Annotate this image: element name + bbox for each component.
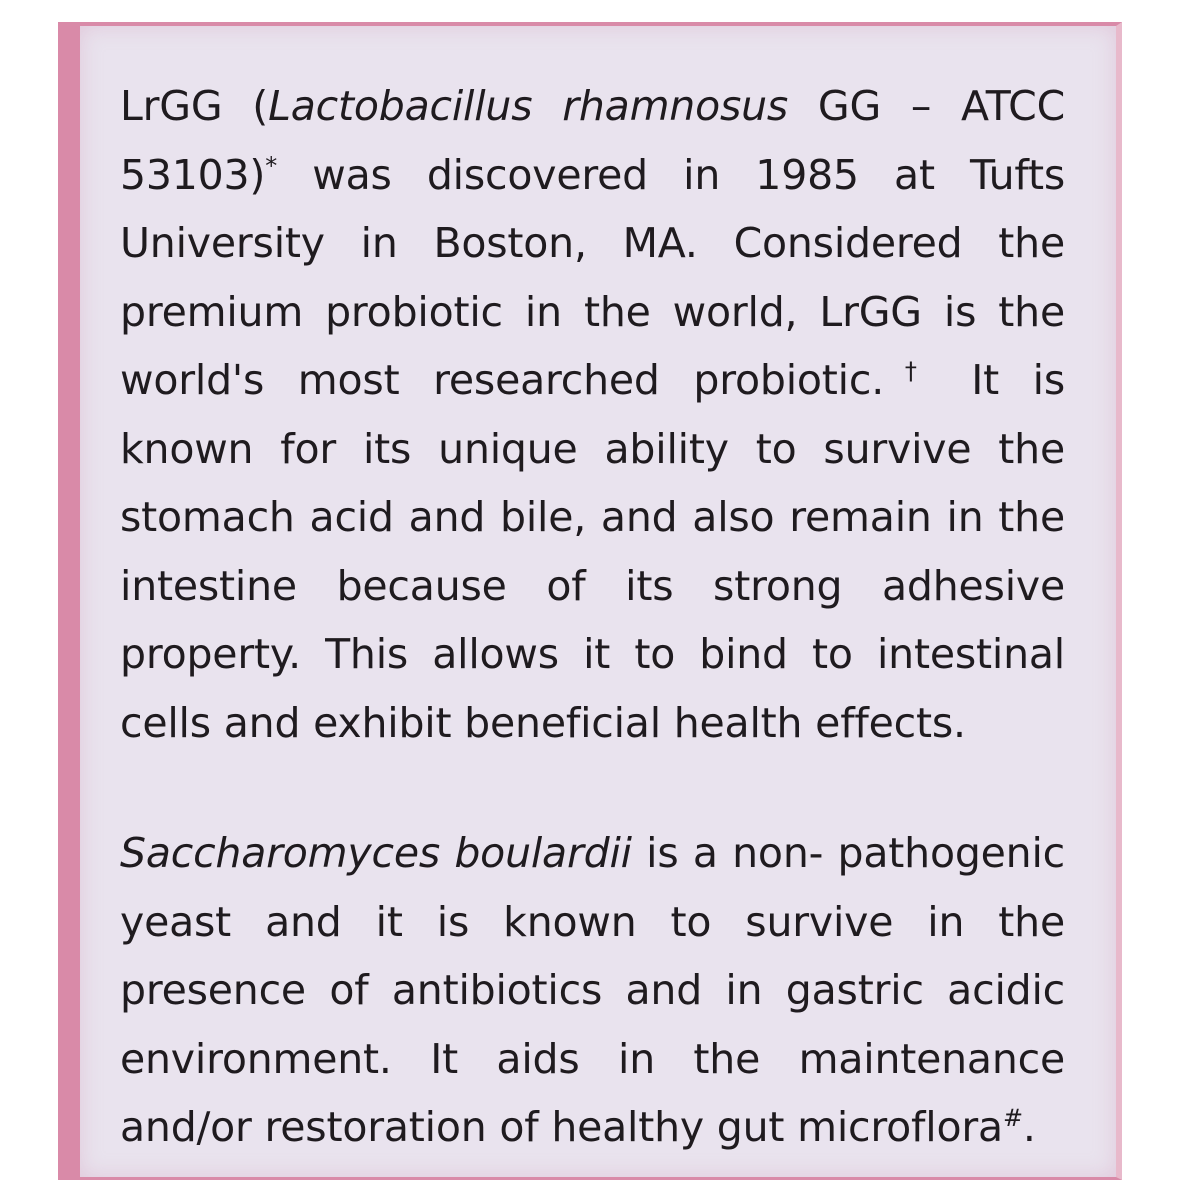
lrgg-text-part-1: was discovered in 1985 at Tufts University in Boston, MA. Considered the premium probiotic in the world, LrGG is the world's most researched probiotic. <box>120 150 1065 404</box>
strain-abbreviation: LrGG <box>120 82 223 130</box>
strain-name: Lactobacillus rhamnosus <box>268 82 789 130</box>
dagger-footnote-mark: † <box>884 357 938 385</box>
saccharomyces-description-paragraph <box>120 819 1065 1162</box>
lrgg-description-paragraph <box>120 72 1065 757</box>
asterisk-footnote-mark: * <box>265 151 278 180</box>
strain-suffix: GG – ATCC 53103) <box>120 82 1065 199</box>
organism-name: Saccharomyces boulardii <box>120 829 632 877</box>
saccharomyces-text-part-1: is a non- pathogenic yeast and it is known to survive in the presence of antibiotics and in gastric acidic environment. It aids in the maintenance and/or restoration of healthy gut microflora <box>120 829 1066 1151</box>
lrgg-text-part-2: It is known for its unique ability to survive the stomach acid and bile, and also remain in the intestine because of its strong adhesive property. This allows it to bind to intestinal cells and exhibit beneficial health effects. <box>120 356 1065 747</box>
hash-footnote-mark: # <box>1002 1104 1023 1132</box>
saccharomyces-text-part-2: . <box>1022 1103 1036 1151</box>
open-parenthesis: ( <box>222 82 269 130</box>
